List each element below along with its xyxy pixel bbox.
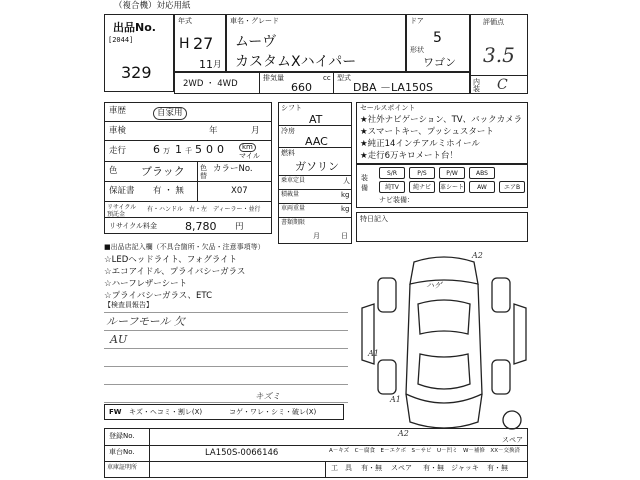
spec-row xyxy=(174,72,470,94)
recycle-label: リサイクル預託金 xyxy=(107,204,137,218)
diagram-note: A1 xyxy=(368,349,379,358)
spare-opts: 有・無 xyxy=(423,464,444,472)
drive-type: 2WD ・ 4WD xyxy=(183,79,238,89)
model-label: 型式 xyxy=(337,74,351,82)
handwritten-note: AU xyxy=(110,333,128,346)
mileage-man: 6 xyxy=(153,143,160,156)
jack-label: ジャッキ xyxy=(451,464,479,472)
displacement-value: 660 xyxy=(291,81,312,94)
equip-item: エアB xyxy=(499,181,525,193)
fuel-label: 燃料 xyxy=(281,149,295,157)
shape-value: ワゴン xyxy=(423,56,456,69)
year-value: 27 xyxy=(193,34,214,53)
mileage-man-unit: 万 xyxy=(163,147,170,155)
diagram-note: A2 xyxy=(472,251,483,260)
interior-value: C xyxy=(497,77,508,93)
inspection-month-unit: 月 xyxy=(251,126,260,136)
note-line: ☆LEDヘッドライト、フォグライト xyxy=(104,255,238,265)
displacement-unit: cc xyxy=(323,74,331,82)
door-box xyxy=(406,14,470,72)
score-value: 3.5 xyxy=(483,43,515,67)
equip-item: P/W xyxy=(439,167,465,179)
other-notes-label: 特日記入 xyxy=(360,215,388,223)
note-line: ☆エコアイドル、プライバシーガラス xyxy=(104,267,246,277)
capacity-label: 乗車定員 xyxy=(281,177,306,184)
color-value: ブラック xyxy=(141,165,185,178)
capacity-unit: 人 xyxy=(343,177,350,185)
sales-point: ★スマートキー、プッシュスタート xyxy=(360,127,494,137)
docs-day: 日 xyxy=(341,232,348,240)
colorno-value: X07 xyxy=(231,186,248,196)
year-label: 年式 xyxy=(178,17,192,25)
jack-opts: 有・無 xyxy=(487,464,508,472)
diagram-note: A2 xyxy=(398,429,409,438)
history-value: 自家用 xyxy=(153,107,187,120)
car-box xyxy=(226,14,406,72)
fw-label: FW xyxy=(109,408,122,416)
ac-value: AAC xyxy=(305,135,328,148)
notes-header: ■出品店記入欄（不具合箇所・欠品・注意事項等） xyxy=(104,243,265,251)
car-damage-diagram xyxy=(354,244,534,444)
door-value: 5 xyxy=(433,30,442,46)
score-box xyxy=(470,14,528,94)
load-label: 積載量 xyxy=(281,191,300,198)
bottom-table xyxy=(104,428,528,478)
warranty-options: 有 ・ 無 xyxy=(153,186,184,196)
navi-label: ナビ装備： xyxy=(379,196,414,204)
model-value: DBA －LA150S xyxy=(353,81,433,94)
recycle-options: 有・ハンドル 右・左 ディーラー・並行 xyxy=(147,206,261,213)
sales-label: セールスポイント xyxy=(360,104,416,112)
mid-info-table xyxy=(278,102,352,244)
month-unit: 月 xyxy=(213,60,222,70)
history-label: 車歴 xyxy=(109,106,127,116)
shape-label: 形状 xyxy=(410,46,424,54)
mileage-label: 走行 xyxy=(109,146,127,156)
location-label: 車庫証明所 xyxy=(107,464,138,471)
year-era: H xyxy=(179,36,190,52)
equip-item: 純TV xyxy=(379,181,405,193)
fw-text2: コゲ・ワレ・シミ・破レ(X) xyxy=(229,408,317,416)
color-change-label: 色替 xyxy=(200,164,207,180)
handwritten-note: ルーフモール 欠 xyxy=(106,315,185,328)
warranty-label: 保証書 xyxy=(109,186,135,196)
car-name: ムーヴ xyxy=(235,34,277,50)
load-unit: kg xyxy=(341,191,350,199)
mileage-km: km xyxy=(239,143,256,152)
fw-handwritten: キズミ xyxy=(255,392,281,402)
fw-row xyxy=(104,392,344,420)
note-line: ☆プライバシーガラス、ETC xyxy=(104,291,213,301)
mileage-sen: 1 xyxy=(175,143,182,156)
fw-text: キズ・ヘコミ・割レ(X) xyxy=(129,408,203,416)
recycle-fee: 8,780 xyxy=(185,220,217,233)
year-box xyxy=(174,14,226,72)
note-line: ☆ハーフレザーシート xyxy=(104,279,188,289)
equipment-label: 装備 xyxy=(361,174,368,192)
colorno-label: カラーNo. xyxy=(213,164,253,174)
inspection-label: 車検 xyxy=(109,126,127,136)
door-label: ドア xyxy=(410,17,424,25)
mileage-rest: 500 xyxy=(195,143,228,156)
inspection-year-unit: 年 xyxy=(209,126,218,136)
equip-item: S/R xyxy=(379,167,405,179)
chassis-label: 車台No. xyxy=(109,448,135,456)
other-notes-box xyxy=(356,212,528,242)
equip-item: P/S xyxy=(409,167,435,179)
ac-label: 冷房 xyxy=(281,127,295,135)
mileage-sen-unit: 千 xyxy=(185,147,192,155)
tools-opts: 有・無 xyxy=(361,464,382,472)
diagram-note: ハゲ xyxy=(426,281,442,290)
month-value: 11 xyxy=(199,58,213,71)
chassis-value: LA150S-0066146 xyxy=(205,448,279,458)
equip-item: 純ナビ xyxy=(409,181,435,193)
yen-unit: 円 xyxy=(235,222,244,232)
displacement-label: 排気量 xyxy=(263,74,284,82)
shift-value: AT xyxy=(309,113,323,126)
lot-box xyxy=(104,14,174,92)
equip-item: AW xyxy=(469,181,495,193)
mileage-mile: マイル xyxy=(239,152,260,160)
inspector-label: 【検査員報告】 xyxy=(104,301,153,309)
interior-label: 内装 xyxy=(473,78,480,93)
diagram-note: スペア xyxy=(502,436,523,444)
top-note: （複合機）対応用紙 xyxy=(114,1,191,11)
spare-label: スペア xyxy=(391,464,412,472)
diagram-note: A1 xyxy=(390,395,401,404)
docs-month: 月 xyxy=(313,232,320,240)
equipment-box xyxy=(356,164,528,208)
car-grade: カスタムXハイパー xyxy=(235,54,357,70)
lot-stamp: [2044] xyxy=(108,36,134,44)
fuel-value: ガソリン xyxy=(295,160,339,173)
car-label: 車名・グレード xyxy=(230,17,279,25)
weight-label: 車両重量 xyxy=(281,205,306,212)
damage-legend: A－キズ C－腐食 E－エクボ S－サビ U－凹ミ W－補修 XX－交換済 xyxy=(329,448,520,454)
shift-label: シフト xyxy=(281,104,302,112)
tools-label: 工 具 xyxy=(331,464,352,472)
left-info-table xyxy=(104,102,272,234)
equip-item: 革シート xyxy=(439,181,465,193)
color-label: 色 xyxy=(109,166,118,176)
score-label: 評価点 xyxy=(483,18,504,26)
sales-points-box xyxy=(356,102,528,164)
weight-unit: kg xyxy=(341,205,350,213)
reg-label: 登録No. xyxy=(109,432,135,440)
equip-item: ABS xyxy=(469,167,495,179)
docs-label: 書類期限 xyxy=(281,219,306,226)
lot-label: 出品No. xyxy=(113,21,156,34)
recycle-fee-label: リサイクル料金 xyxy=(109,222,158,230)
sales-point: ★走行6万キロメート台！ xyxy=(360,151,459,161)
lot-number: 329 xyxy=(121,63,152,82)
sales-point: ★純正14インチアルミホイール xyxy=(360,139,480,149)
sales-point: ★社外ナビゲーション、TV、バックカメラ xyxy=(360,115,523,125)
